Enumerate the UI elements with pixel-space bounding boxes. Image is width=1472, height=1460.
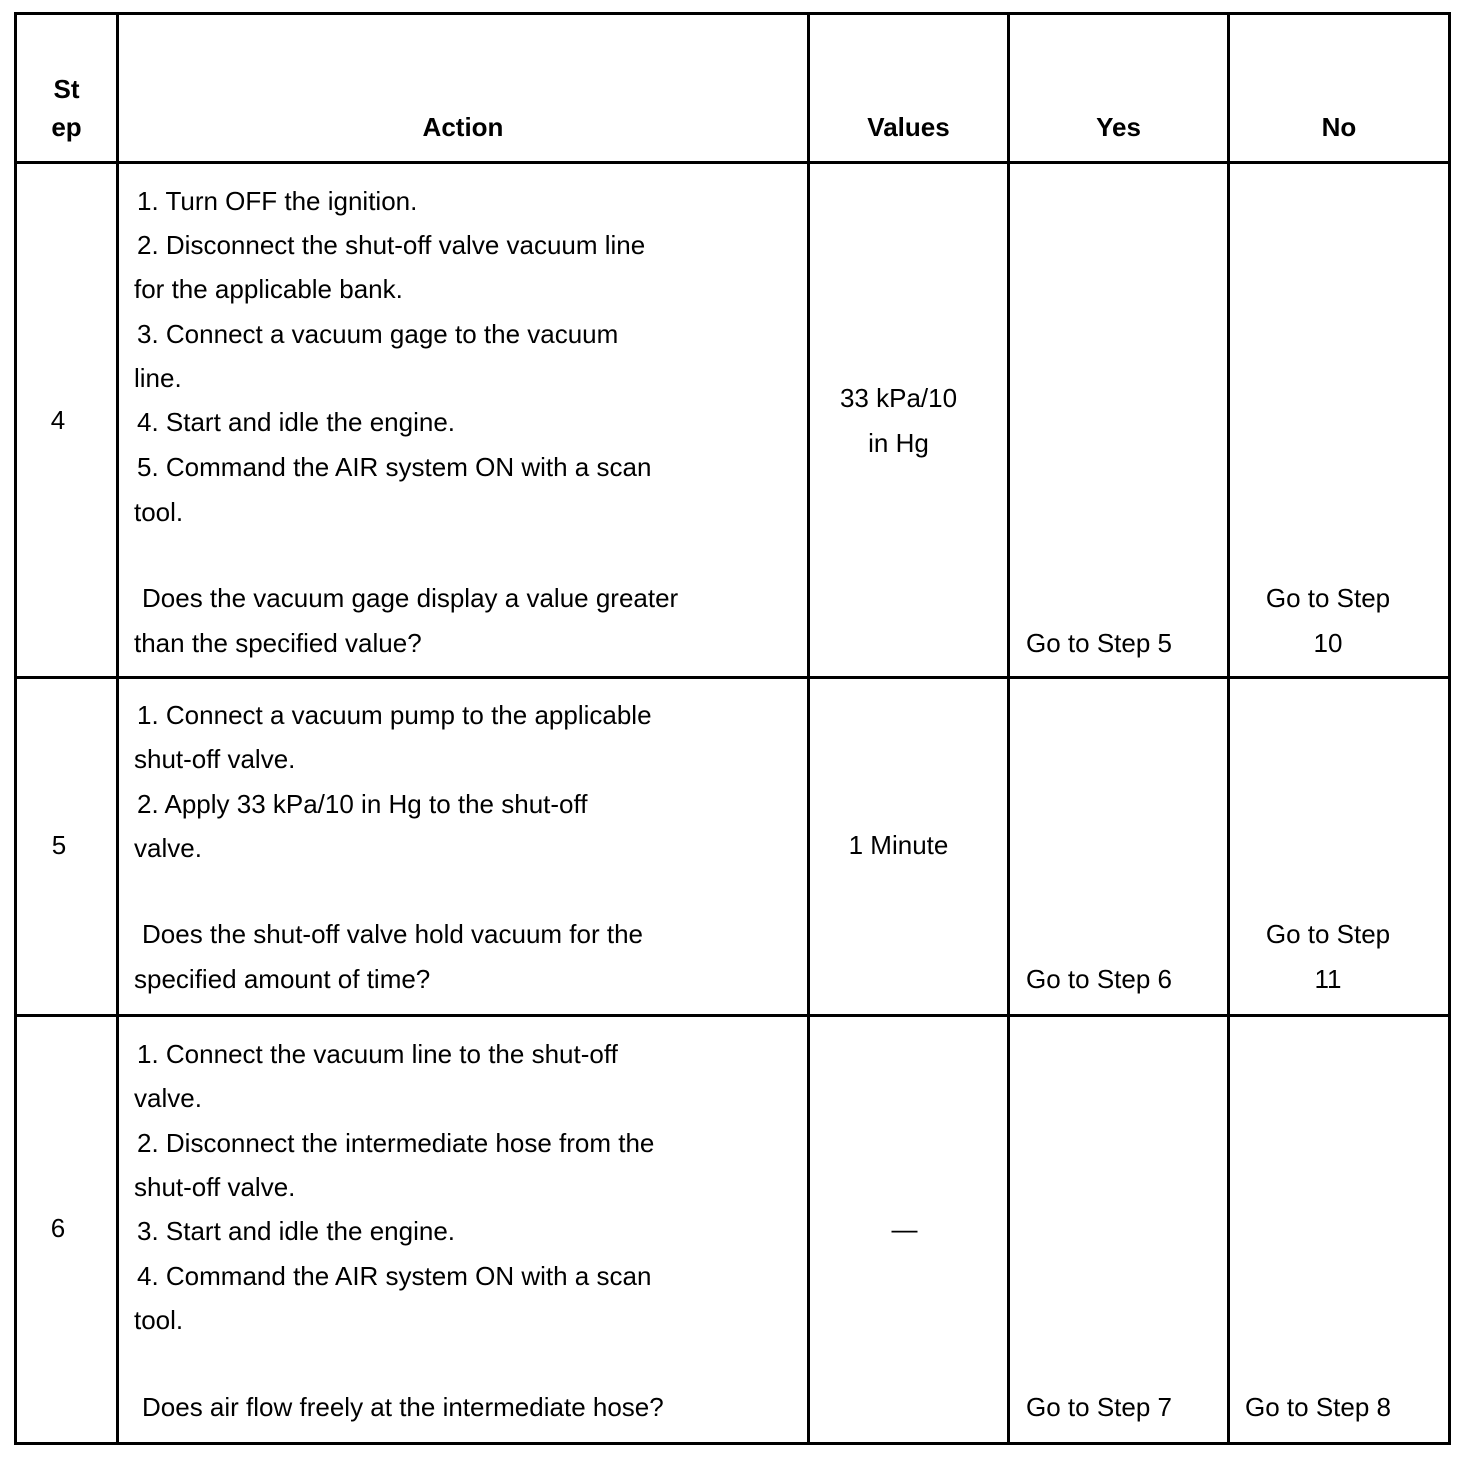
action-line: 1. Connect the vacuum line to the shut-off: [137, 1039, 618, 1069]
no-link: Go to Step 8: [1245, 1392, 1391, 1422]
table-border: [14, 1442, 1451, 1445]
yes-link: Go to Step 5: [1026, 628, 1172, 658]
value-line: in Hg: [868, 428, 929, 458]
header-yes: Yes: [1096, 112, 1141, 142]
question-line: Does the shut-off valve hold vacuum for the: [142, 919, 644, 949]
action-line: 1. Turn OFF the ignition.: [137, 186, 418, 216]
action-line: shut-off valve.: [134, 1172, 296, 1202]
action-line: 4. Command the AIR system ON with a scan: [137, 1261, 652, 1291]
header-no: No: [1321, 112, 1357, 142]
yes-link: Go to Step 6: [1026, 964, 1172, 994]
action-line: shut-off valve.: [134, 744, 296, 774]
no-link-line: Go to Step: [1265, 583, 1391, 613]
step-number: 4: [50, 405, 66, 435]
action-line: 2. Disconnect the shut-off valve vacuum line: [137, 230, 646, 260]
question-line: Does air flow freely at the intermediate hose?: [142, 1392, 664, 1422]
question-line: than the specified value?: [134, 628, 422, 658]
action-line: for the applicable bank.: [134, 274, 403, 304]
table-border: [1007, 12, 1010, 1445]
value: 1 Minute: [848, 830, 949, 860]
yes-link: Go to Step 7: [1026, 1392, 1172, 1422]
table-border: [14, 676, 1451, 679]
action-line: line.: [134, 363, 182, 393]
action-line: 1. Connect a vacuum pump to the applicable: [137, 700, 652, 730]
table-border: [1227, 12, 1230, 1445]
no-link-line: 11: [1314, 964, 1342, 994]
header-values: Values: [867, 112, 950, 142]
header-step-line2: ep: [51, 112, 82, 142]
header-step-line1: St: [53, 74, 80, 104]
action-line: valve.: [134, 833, 202, 863]
action-line: 3. Connect a vacuum gage to the vacuum: [137, 319, 619, 349]
step-number: 6: [50, 1213, 66, 1243]
action-line: 2. Apply 33 kPa/10 in Hg to the shut-off: [137, 789, 588, 819]
step-number: 5: [51, 830, 67, 860]
action-line: tool.: [134, 1305, 184, 1335]
action-line: 5. Command the AIR system ON with a scan: [137, 452, 652, 482]
no-link-line: 10: [1313, 628, 1343, 658]
table-border: [1448, 12, 1451, 1445]
value-line: 33 kPa/10: [839, 383, 958, 413]
question-line: specified amount of time?: [134, 964, 431, 994]
value-dash: —: [891, 1214, 918, 1244]
header-action: Action: [422, 112, 504, 142]
action-line: tool.: [134, 497, 184, 527]
table-border: [14, 12, 1451, 15]
no-link-line: Go to Step: [1265, 919, 1391, 949]
action-line: 3. Start and idle the engine.: [137, 1216, 456, 1246]
action-line: 2. Disconnect the intermediate hose from the: [137, 1128, 655, 1158]
action-line: 4. Start and idle the engine.: [137, 407, 456, 437]
table-border: [14, 161, 1451, 164]
table-border: [116, 12, 119, 1445]
question-line: Does the vacuum gage display a value greater: [142, 583, 679, 613]
action-line: valve.: [134, 1083, 202, 1113]
table-border: [14, 1014, 1451, 1017]
